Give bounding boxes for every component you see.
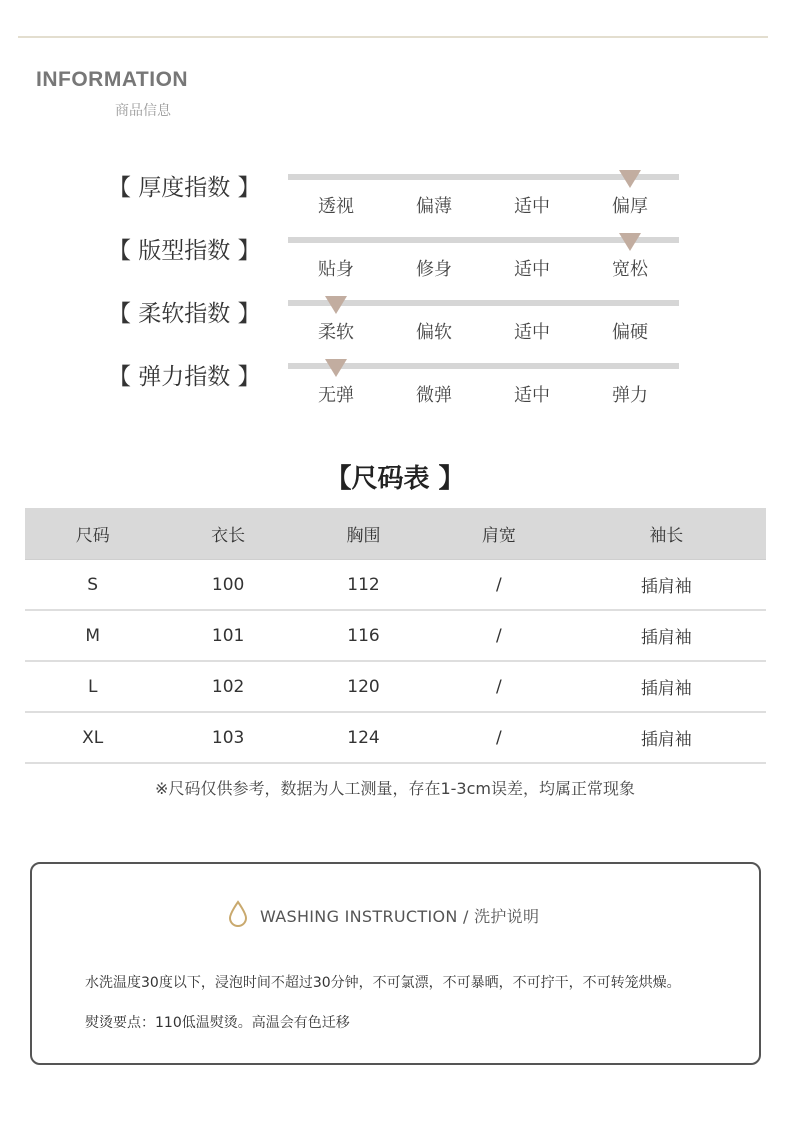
column-header: 袖长 [567,508,766,560]
index-option: 适中 [514,196,550,217]
table-cell: M [25,610,160,661]
index-option: 适中 [514,259,550,280]
index-option: 适中 [514,385,550,406]
table-cell: / [431,560,566,611]
index-option: 无弹 [318,385,354,406]
index-row-softness [0,300,790,360]
index-row-fit [0,237,790,297]
table-cell: 103 [160,712,295,763]
table-cell: 插肩袖 [567,661,766,712]
washing-title: WASHING INSTRUCTION / 洗护说明 [260,907,540,926]
column-header: 衣长 [160,508,295,560]
table-row [25,560,766,611]
table-cell: 120 [296,661,431,712]
index-option: 透视 [318,196,354,217]
table-cell: S [25,560,160,611]
column-header: 尺码 [25,508,160,560]
table-cell: XL [25,712,160,763]
index-option: 宽松 [612,259,648,280]
water-drop-icon [228,900,248,932]
size-table [25,508,766,764]
index-row-elasticity [0,363,790,423]
table-row [25,712,766,763]
table-cell: / [431,712,566,763]
index-option: 适中 [514,322,550,343]
top-divider [18,36,768,38]
index-row-thickness [0,174,790,234]
index-option: 柔软 [318,322,354,343]
table-cell: 116 [296,610,431,661]
table-cell: 插肩袖 [567,610,766,661]
table-cell: L [25,661,160,712]
table-row [25,661,766,712]
table-cell: / [431,610,566,661]
washing-line: 水洗温度30度以下，浸泡时间不超过30分钟，不可氯漂，不可暴晒，不可拧干，不可转笼烘燥。 [85,975,681,991]
table-cell: 100 [160,560,295,611]
table-cell: / [431,661,566,712]
index-marker [325,296,347,314]
index-option: 偏硬 [612,322,648,343]
index-marker [325,359,347,377]
info-title: INFORMATION [36,68,189,91]
index-option: 偏软 [416,322,452,343]
index-label: 【 弹力指数 】 [108,364,261,390]
table-cell: 102 [160,661,295,712]
washing-line: 熨烫要点：110低温熨烫。高温会有色迁移 [85,1015,350,1031]
table-cell: 插肩袖 [567,712,766,763]
table-cell: 插肩袖 [567,560,766,611]
table-header-row [25,508,766,560]
column-header: 胸围 [296,508,431,560]
table-cell: 124 [296,712,431,763]
index-option: 偏薄 [416,196,452,217]
index-option: 弹力 [612,385,648,406]
table-row [25,610,766,661]
table-cell: 101 [160,610,295,661]
index-label: 【 厚度指数 】 [108,175,261,201]
table-cell: 112 [296,560,431,611]
washing-box [30,862,761,1065]
index-label: 【 版型指数 】 [108,238,261,264]
size-note: ※尺码仅供参考，数据为人工测量，存在1-3cm误差，均属正常现象 [155,779,635,798]
index-option: 微弹 [416,385,452,406]
index-marker [619,170,641,188]
index-option: 偏厚 [612,196,648,217]
size-chart-title: 【尺码表 】 [325,464,465,494]
index-marker [619,233,641,251]
index-label: 【 柔软指数 】 [108,301,261,327]
index-option: 贴身 [318,259,354,280]
index-option: 修身 [416,259,452,280]
info-subtitle: 商品信息 [115,103,171,119]
column-header: 肩宽 [431,508,566,560]
